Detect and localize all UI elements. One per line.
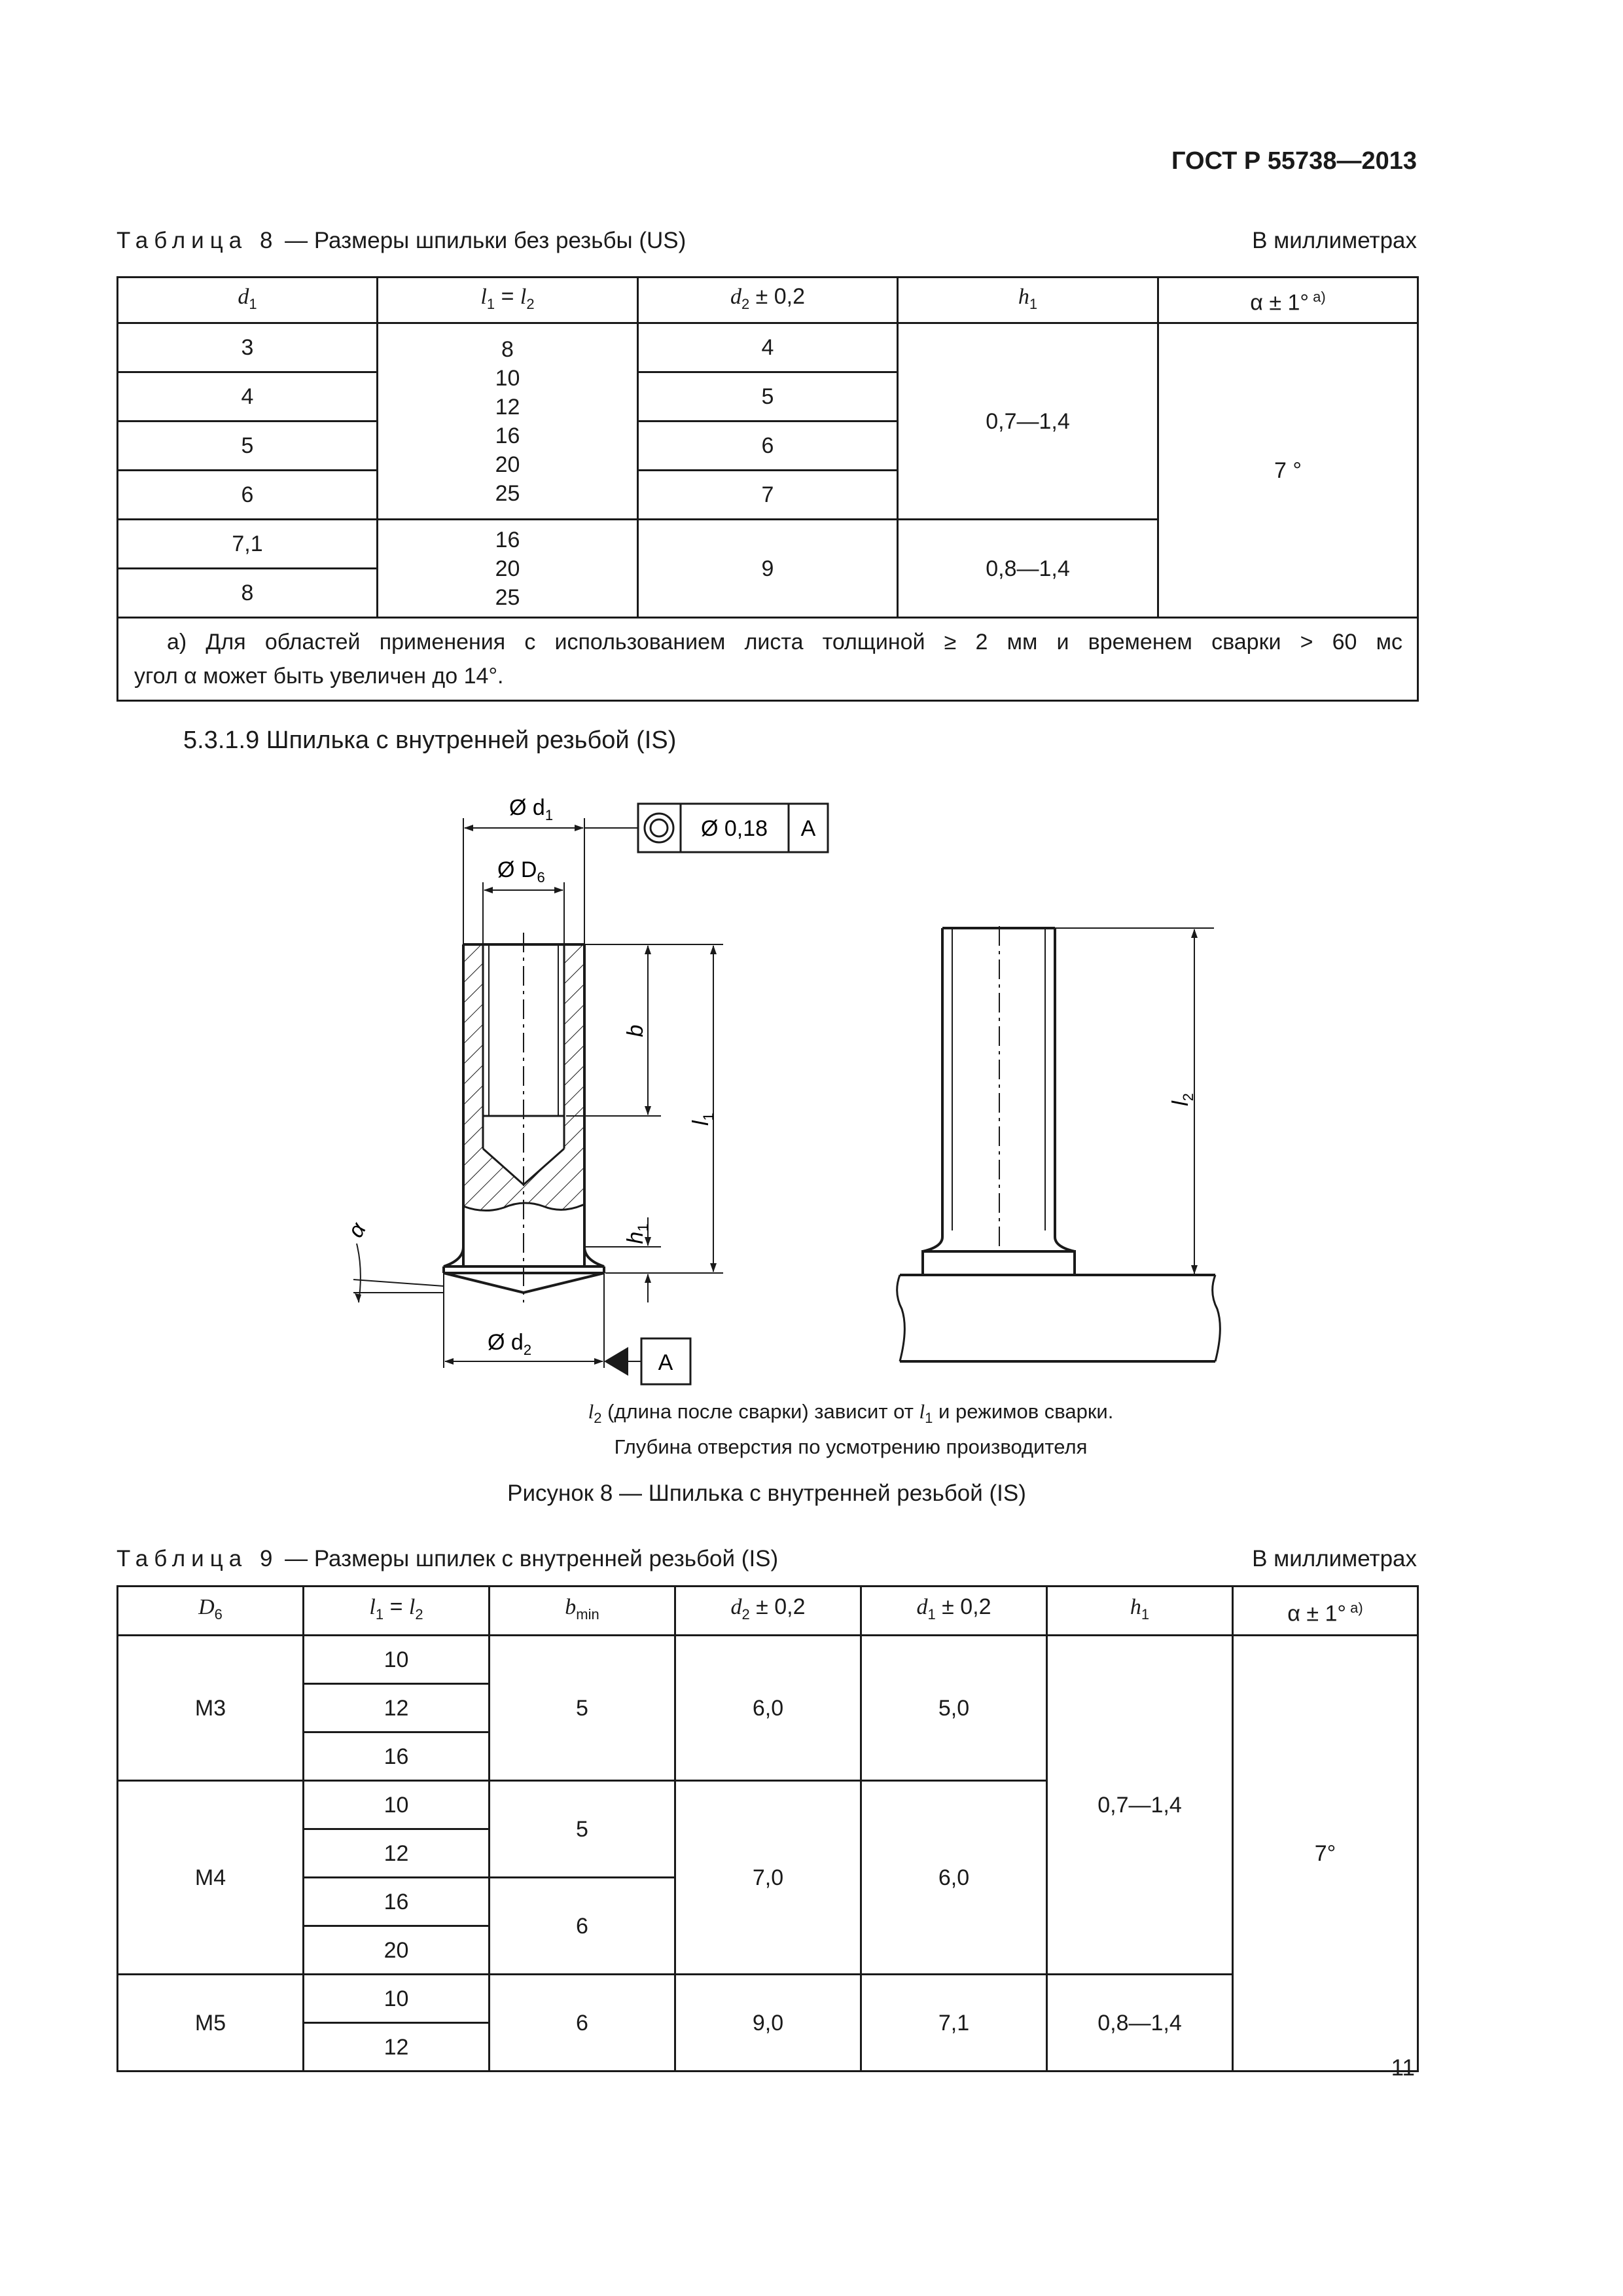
table9-cell-D6: M5 xyxy=(118,1975,304,2072)
dim-d1-label: Ø $d_1$ xyxy=(509,795,554,823)
table8-title: — Размеры шпильки без резьбы (US) xyxy=(278,228,687,253)
datum-label: A xyxy=(658,1350,673,1375)
figure-note xyxy=(393,1397,1309,1462)
table9-cell-d1: 6,0 xyxy=(861,1781,1047,1975)
table9-header-h1: $h_1$ xyxy=(1047,1587,1233,1636)
table9-title: — Размеры шпилек с внутренней резьбой (IS) xyxy=(278,1546,779,1571)
standard-number: ГОСТ Р 55738—2013 xyxy=(1171,147,1417,175)
dim-l1-label: $l_1$ xyxy=(688,1113,717,1126)
table9-cell-D6: M3 xyxy=(118,1636,304,1781)
tolerance-frame xyxy=(638,804,828,852)
table8-cell-d1: 5 xyxy=(118,422,378,471)
table9-units: В миллиметрах xyxy=(1252,1546,1417,1571)
concentricity-icon xyxy=(645,814,673,842)
figure-note-line2: Глубина отверстия по усмотрению производителя xyxy=(614,1435,1088,1459)
dim-b xyxy=(566,944,723,1116)
table8-cell-d2: 5 xyxy=(638,372,898,422)
dim-alpha-label: α xyxy=(343,1218,371,1242)
table8-header-l: $l_1 = l_2$ xyxy=(378,278,638,323)
table9 xyxy=(116,1585,1419,2072)
table9-cell-length: 16 xyxy=(304,1732,490,1781)
table8-units: В миллиметрах xyxy=(1252,228,1417,253)
table-row xyxy=(118,323,1418,372)
table8-label: Таблица 8 xyxy=(116,228,279,253)
section-heading: 5.3.1.9 Шпилька с внутренней резьбой (IS) xyxy=(183,726,677,754)
table9-cell-length: 12 xyxy=(304,2023,490,2072)
table9-cell-d2: 7,0 xyxy=(675,1781,861,1975)
table9-cell-length: 16 xyxy=(304,1878,490,1926)
dim-D6-label: Ø $D_6$ xyxy=(497,857,545,886)
table9-cell-length: 10 xyxy=(304,1636,490,1684)
table8-header-row xyxy=(118,278,1418,323)
table9-label: Таблица 9 xyxy=(116,1546,279,1571)
table9-cell-h1: 0,8—1,4 xyxy=(1047,1975,1233,2072)
table8-note-row xyxy=(118,618,1418,701)
dim-h1-label: $h_1$ xyxy=(623,1223,651,1244)
table8-cell-alpha: 7 ° xyxy=(1158,323,1418,618)
dim-alpha xyxy=(343,1217,444,1302)
table8-note: а) Для областей применения с использованием листа толщиной ≥ 2 мм и временем сварки > 60 мс угол α может быть увеличен до 14°. xyxy=(118,618,1418,701)
table9-cell-bmin: 6 xyxy=(490,1975,675,2072)
dim-D6 xyxy=(483,857,564,944)
table9-cell-length: 12 xyxy=(304,1684,490,1732)
table9-cell-D6: M4 xyxy=(118,1781,304,1975)
table8-header-d1: $d_1$ xyxy=(118,278,378,323)
dim-d2 xyxy=(444,1273,690,1384)
table9-cell-d2: 9,0 xyxy=(675,1975,861,2072)
table9-cell-bmin: 5 xyxy=(490,1636,675,1781)
table9-cell-d1: 7,1 xyxy=(861,1975,1047,2072)
table9-header-alpha: α ± 1° $^{а)}$ xyxy=(1233,1587,1418,1636)
stud-right-welded xyxy=(897,926,1221,1361)
table9-cell-d2: 6,0 xyxy=(675,1636,861,1781)
stud-left-section xyxy=(444,933,604,1302)
dim-h1 xyxy=(586,1217,661,1302)
figure8-drawing xyxy=(314,779,1230,1433)
table9-cell-length: 12 xyxy=(304,1829,490,1878)
table9-caption xyxy=(116,1546,778,1572)
table8-cell-d1: 6 xyxy=(118,471,378,520)
dim-b-label: b xyxy=(623,1024,648,1037)
table9-cell-bmin: 6 xyxy=(490,1878,675,1975)
dim-l2-label: $l_2$ xyxy=(1168,1093,1196,1106)
tolerance-datum: A xyxy=(800,816,816,841)
dim-l1 xyxy=(605,946,723,1273)
table-row xyxy=(118,1636,1418,1684)
table9-header-bmin: $b_{min}$ xyxy=(490,1587,675,1636)
table8-cell-d1: 3 xyxy=(118,323,378,372)
table9-cell-bmin: 5 xyxy=(490,1781,675,1878)
table9-header-D6: $D_6$ xyxy=(118,1587,304,1636)
table8-header-h1: $h_1$ xyxy=(898,278,1158,323)
table8-header-d2: $d_2 \pm 0,2$ xyxy=(638,278,898,323)
table9-header-d2: $d_2 \pm 0,2$ xyxy=(675,1587,861,1636)
table9-header-l: $l_1 = l_2$ xyxy=(304,1587,490,1636)
dim-d1 xyxy=(463,795,638,944)
figure-note-line1: $l_2$ (длина после сварки) зависит от $l_1$ и режимов сварки. xyxy=(588,1400,1114,1427)
table8-header-alpha: α ± 1° $^{а)}$ xyxy=(1158,278,1418,323)
table9-cell-h1: 0,7—1,4 xyxy=(1047,1636,1233,1975)
table9-cell-alpha: 7° xyxy=(1233,1636,1418,2072)
table8-cell-d2: 6 xyxy=(638,422,898,471)
table8-cell-h1: 0,7—1,4 xyxy=(898,323,1158,520)
table8-caption xyxy=(116,228,686,254)
table8 xyxy=(116,276,1419,702)
table8-cell-d2: 9 xyxy=(638,520,898,618)
table9-cell-length: 10 xyxy=(304,1781,490,1829)
table8-cell-d2: 7 xyxy=(638,471,898,520)
table8-cell-d2: 4 xyxy=(638,323,898,372)
table8-cell-d1: 8 xyxy=(118,569,378,618)
table9-cell-d1: 5,0 xyxy=(861,1636,1047,1781)
table9-header-row xyxy=(118,1587,1418,1636)
figure-caption: Рисунок 8 — Шпилька с внутренней резьбой (IS) xyxy=(507,1480,1026,1506)
table8-cell-d1: 4 xyxy=(118,372,378,422)
table9-cell-length: 20 xyxy=(304,1926,490,1975)
table9-cell-length: 10 xyxy=(304,1975,490,2023)
table8-cell-h1: 0,8—1,4 xyxy=(898,520,1158,618)
table8-cell-lengths: 8 10 12 16 20 25 xyxy=(378,323,638,520)
dim-d2-label: Ø $d_2$ xyxy=(488,1330,532,1358)
table9-header-d1: $d_1 \pm 0,2$ xyxy=(861,1587,1047,1636)
page-number: 11 xyxy=(1391,2055,1415,2081)
datum-triangle-icon xyxy=(604,1347,628,1376)
table-row xyxy=(118,1975,1418,2023)
tolerance-value: Ø 0,18 xyxy=(700,816,768,841)
table8-cell-d1: 7,1 xyxy=(118,520,378,569)
table8-cell-lengths: 16 20 25 xyxy=(378,520,638,618)
